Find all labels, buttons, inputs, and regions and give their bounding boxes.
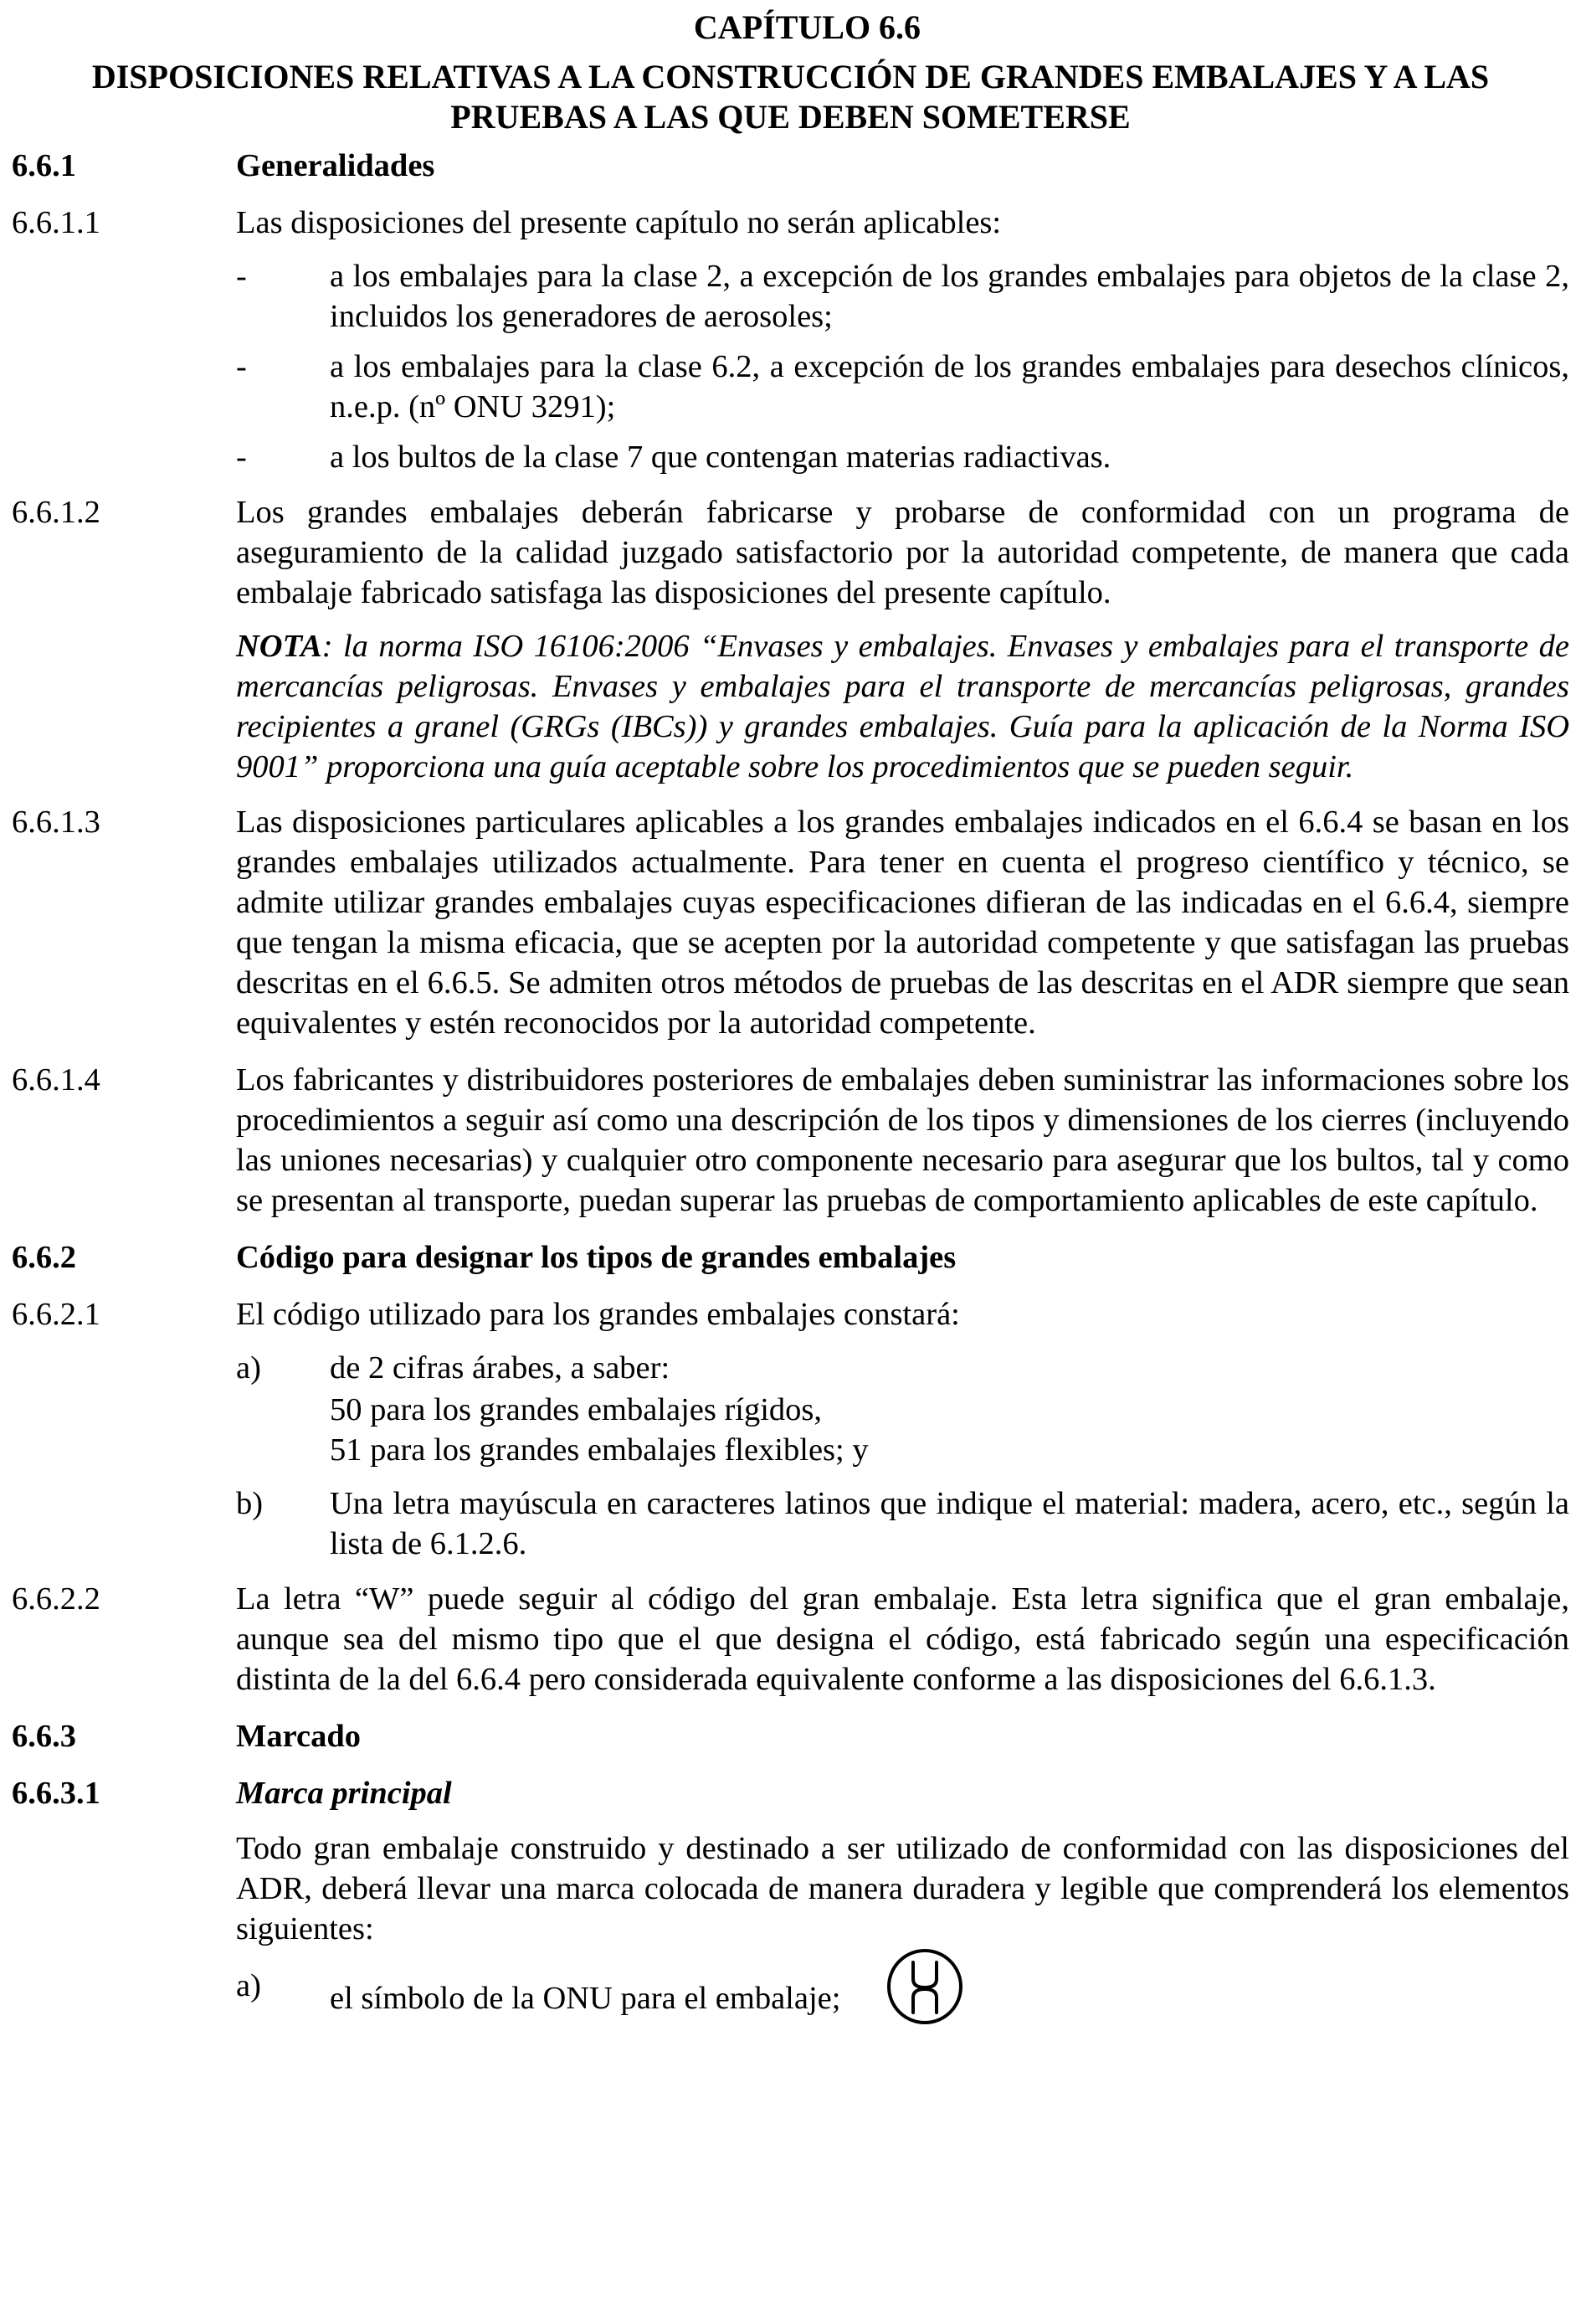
list-marker: a) [236, 1350, 261, 1386]
paragraph-6-6-3-1-heading [12, 1773, 1569, 1813]
list-item-b [236, 1483, 1569, 1564]
paragraph-text: El código utilizado para los grandes embalajes constará: [236, 1297, 960, 1332]
list-item-text: a los bultos de la clase 7 que contengan materias radiactivas. [330, 440, 1111, 475]
list-item-text: a los embalajes para la clase 2, a excepción de los grandes embalajes para objetos de la clase 2, incluidos los generadores de aerosoles; [330, 259, 1569, 334]
paragraph-text: La letra “W” puede seguir al código del gran embalaje. Esta letra significa que el gran embalaje, aunque sea del mismo tipo que el que designa el código, está fabricado según una especificación distinta de la del 6.6.4 pero considerada equivalente conforme a las disposiciones del 6.6.1.3. [236, 1581, 1569, 1697]
list-item [236, 256, 1569, 337]
chapter-title: CAPÍTULO 6.6 [693, 8, 921, 46]
list-marker: b) [236, 1486, 264, 1521]
un-packaging-symbol-icon [885, 1947, 964, 2036]
list-item-a [236, 1348, 1569, 1388]
section-heading-6-6-3 [12, 1716, 1569, 1756]
section-number: 6.6.3 [12, 1719, 76, 1754]
section-heading-6-6-2 [12, 1237, 1569, 1278]
paragraph-6-6-1-4 [12, 1060, 1569, 1221]
note-text: : la norma ISO 16106:2006 “Envases y embalajes. Envases y embalajes para el transporte de mercancías peligrosas. Envases y embalajes para el transporte de mercancías peligrosas, grandes recipientes a granel (GRGs (IBCs)) y grandes embalajes. Guía para la aplicación de la Norma ISO 9001” proporciona una guía aceptable sobre los procedimientos que se pueden seguir. [236, 629, 1569, 784]
paragraph-number: 6.6.3.1 [12, 1776, 100, 1811]
paragraph-6-6-2-1 [12, 1294, 1569, 1334]
paragraph-number: 6.6.2.1 [12, 1297, 100, 1332]
paragraph-number: 6.6.1.4 [12, 1062, 100, 1098]
paragraph-6-6-1-2 [12, 492, 1569, 613]
paragraph-6-6-1-1 [12, 203, 1569, 243]
section-title: Generalidades [236, 148, 435, 183]
sub-line: 50 para los grandes embalajes rígidos, [330, 1392, 823, 1427]
paragraph-6-6-2-2 [12, 1579, 1569, 1699]
paragraph-title: Marca principal [236, 1776, 452, 1811]
section-number: 6.6.2 [12, 1240, 76, 1275]
list-bullet: - [236, 440, 247, 475]
paragraph-text: Todo gran embalaje construido y destinado a ser utilizado de conformidad con las disposiciones del ADR, deberá llevar una marca colocada de manera duradera y legible que comprenderá los elementos siguientes: [236, 1831, 1569, 1946]
section-number: 6.6.1 [12, 148, 76, 183]
chapter-subtitle-line-2: PRUEBAS A LAS QUE DEBEN SOMETERSE [450, 98, 1131, 136]
list-item-text: el símbolo de la ONU para el embalaje; [330, 1980, 841, 2016]
section-heading-6-6-1 [12, 146, 1569, 186]
paragraph-text: Las disposiciones particulares aplicables a los grandes embalajes indicados en el 6.6.4 se basan en los grandes embalajes utilizados actualmente. Para tener en cuenta el progreso científico y técnico, se admite utilizar grandes embalajes cuyas especificaciones difieran de las indicadas en el 6.6.4, siempre que tengan la misma eficacia, que se acepten por la autoridad competente y que satisfagan las pruebas descritas en el 6.6.5. Se admiten otros métodos de pruebas de las descritas en el ADR siempre que sean equivalentes y estén reconocidos por la autoridad competente. [236, 805, 1569, 1041]
chapter-subtitle [12, 57, 1569, 137]
list-bullet: - [236, 259, 247, 294]
list-item [236, 437, 1569, 477]
paragraph-number: 6.6.1.2 [12, 495, 100, 530]
paragraph-number: 6.6.1.3 [12, 805, 100, 840]
note-block [236, 626, 1569, 787]
paragraph-6-6-1-3 [12, 802, 1569, 1043]
list-bullet: - [236, 349, 247, 384]
list-item-text: a los embalajes para la clase 6.2, a excepción de los grandes embalajes para desechos clínicos, n.e.p. (nº ONU 3291); [330, 349, 1569, 424]
list-item [236, 347, 1569, 427]
list-item-text: de 2 cifras árabes, a saber: [330, 1350, 670, 1386]
paragraph-text: Los grandes embalajes deberán fabricarse y probarse de conformidad con un programa de aseguramiento de la calidad juzgado satisfactorio por la autoridad competente, de manera que cada embalaje fabricado satisfaga las disposiciones del presente capítulo. [236, 495, 1569, 610]
sub-line: 51 para los grandes embalajes flexibles; y [330, 1432, 869, 1468]
paragraph-text: Las disposiciones del presente capítulo no serán aplicables: [236, 205, 1002, 240]
section-title: Marcado [236, 1719, 361, 1754]
list-item-text: Una letra mayúscula en caracteres latinos que indique el material: madera, acero, etc., según la lista de 6.1.2.6. [330, 1486, 1569, 1561]
list-item-a [236, 1966, 1569, 2036]
chapter-subtitle-line-1: DISPOSICIONES RELATIVAS A LA CONSTRUCCIÓN DE GRANDES EMBALAJES Y A LAS [91, 58, 1490, 95]
paragraph-number: 6.6.2.2 [12, 1581, 100, 1617]
list-marker: a) [236, 1968, 261, 2003]
section-title: Código para designar los tipos de grandes embalajes [236, 1240, 957, 1275]
paragraph-text: Los fabricantes y distribuidores posteriores de embalajes deben suministrar las informaciones sobre los procedimientos a seguir así como una descripción de los tipos y dimensiones de los cierres (incluyendo las uniones necesarias) y cualquier otro componente necesario para asegurar que los bultos, tal y como se presentan al transporte, puedan superar las pruebas de comportamiento aplicables de este capítulo. [236, 1062, 1569, 1218]
paragraph-number: 6.6.1.1 [12, 205, 100, 240]
note-label: NOTA [236, 629, 322, 664]
